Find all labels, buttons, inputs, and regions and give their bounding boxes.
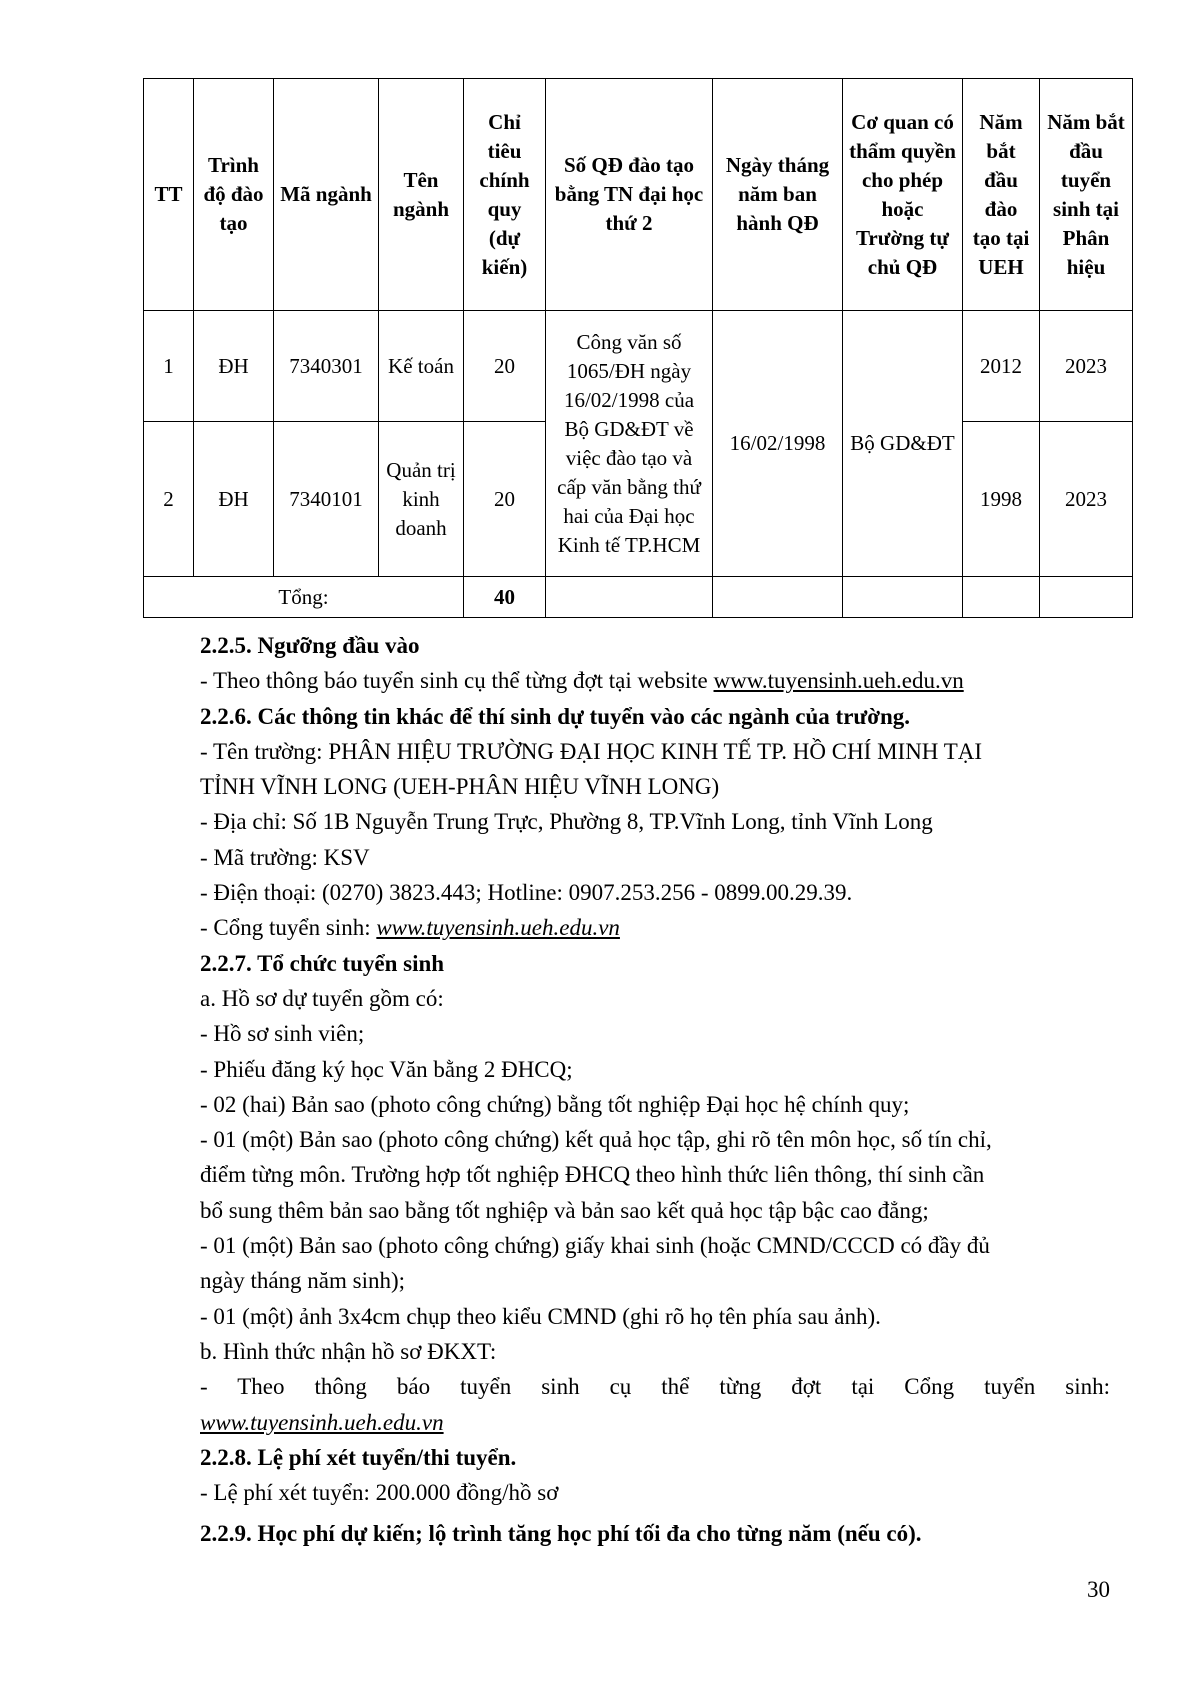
dossier-item-4-line-3: bổ sung thêm bản sao bằng tốt nghiệp và bản sao kết quả học tập bậc cao đẳng; bbox=[200, 1197, 929, 1223]
dossier-item-4-line-2: điểm từng môn. Trường hợp tốt nghiệp ĐHCQ theo hình thức liên thông, thí sinh cần bbox=[200, 1162, 985, 1188]
submission-line: - Theo thông báo tuyển sinh cụ thể từng đợt tại Cổng tuyển sinh: bbox=[200, 1374, 1110, 1400]
empty-cell bbox=[546, 577, 713, 618]
website-link[interactable]: www.tuyensinh.ueh.edu.vn bbox=[713, 668, 964, 694]
cell-tt: 1 bbox=[144, 311, 194, 422]
cell-ten-nganh: Kế toán bbox=[379, 311, 464, 422]
cell-tt: 2 bbox=[144, 422, 194, 577]
cell-trinh-do: ĐH bbox=[194, 422, 274, 577]
cell-so-qd: Công văn số 1065/ĐH ngày 16/02/1998 của Bộ GD&ĐT về việc đào tạo và cấp văn bằng thứ hai của Đại học Kinh tế TP.HCM bbox=[546, 311, 713, 577]
threshold-line bbox=[200, 663, 1110, 698]
empty-cell bbox=[1040, 577, 1133, 618]
section-title-2-2-6: 2.2.6. Các thông tin khác để thí sinh dự tuyển vào các ngành của trường. bbox=[200, 703, 910, 729]
threshold-text: - Theo thông báo tuyển sinh cụ thể từng đợt tại website bbox=[200, 668, 714, 694]
school-name-line-2: TỈNH VĨNH LONG (UEH-PHÂN HIỆU VĨNH LONG) bbox=[200, 774, 720, 800]
section-title-2-2-9: 2.2.9. Học phí dự kiến; lộ trình tăng học phí tối đa cho từng năm (nếu có). bbox=[200, 1521, 922, 1547]
dossier-item-4-line-1: - 01 (một) Bản sao (photo công chứng) kết quả học tập, ghi rõ tên môn học, số tín chỉ, bbox=[200, 1127, 992, 1153]
body-text bbox=[200, 628, 1110, 1552]
dossier-item-3: - 02 (hai) Bản sao (photo công chứng) bằng tốt nghiệp Đại học hệ chính quy; bbox=[200, 1091, 910, 1117]
header-so-qd: Số QĐ đào tạo bằng TN đại học thứ 2 bbox=[546, 79, 713, 311]
submission-link[interactable]: www.tuyensinh.ueh.edu.vn bbox=[200, 1409, 444, 1435]
cell-trinh-do: ĐH bbox=[194, 311, 274, 422]
portal-link[interactable]: www.tuyensinh.ueh.edu.vn bbox=[376, 915, 620, 941]
empty-cell bbox=[713, 577, 843, 618]
submission-link-line bbox=[200, 1405, 1110, 1440]
total-label: Tổng: bbox=[144, 577, 464, 618]
cell-ma-nganh: 7340301 bbox=[274, 311, 379, 422]
dossier-item-6: - 01 (một) ảnh 3x4cm chụp theo kiểu CMND (ghi rõ họ tên phía sau ảnh). bbox=[200, 1303, 881, 1329]
total-value: 40 bbox=[464, 577, 546, 618]
section-title-2-2-8: 2.2.8. Lệ phí xét tuyển/thi tuyển. bbox=[200, 1444, 517, 1470]
section-title-2-2-5: 2.2.5. Ngưỡng đầu vào bbox=[200, 633, 420, 658]
cell-ngay-qd: 16/02/1998 bbox=[713, 311, 843, 577]
empty-cell bbox=[963, 577, 1040, 618]
portal-label: - Cổng tuyển sinh: bbox=[200, 915, 377, 941]
cell-chi-tieu: 20 bbox=[464, 422, 546, 577]
table-row bbox=[144, 311, 1133, 422]
header-co-quan: Cơ quan có thẩm quyền cho phép hoặc Trường tự chủ QĐ bbox=[843, 79, 963, 311]
cell-ten-nganh: Quản trị kinh doanh bbox=[379, 422, 464, 577]
dossier-title: a. Hồ sơ dự tuyển gồm có: bbox=[200, 985, 444, 1011]
page-number: 30 bbox=[1087, 1577, 1110, 1602]
school-name-line-1: - Tên trường: PHÂN HIỆU TRƯỜNG ĐẠI HỌC KINH TẾ TP. HỒ CHÍ MINH TẠI bbox=[200, 738, 983, 764]
table-total-row bbox=[144, 577, 1133, 618]
section-title-2-2-7: 2.2.7. Tổ chức tuyển sinh bbox=[200, 950, 445, 976]
header-ma-nganh: Mã ngành bbox=[274, 79, 379, 311]
school-code-line: - Mã trường: KSV bbox=[200, 844, 370, 870]
phone-line: - Điện thoại: (0270) 3823.443; Hotline: 0907.253.256 - 0899.00.29.39. bbox=[200, 880, 853, 906]
cell-nam-ueh: 2012 bbox=[963, 311, 1040, 422]
cell-chi-tieu: 20 bbox=[464, 311, 546, 422]
address-line: - Địa chỉ: Số 1B Nguyễn Trung Trực, Phường 8, TP.Vĩnh Long, tỉnh Vĩnh Long bbox=[200, 809, 933, 835]
empty-cell bbox=[843, 577, 963, 618]
dossier-item-5-line-2: ngày tháng năm sinh); bbox=[200, 1268, 406, 1294]
header-tt: TT bbox=[144, 79, 194, 311]
cell-ma-nganh: 7340101 bbox=[274, 422, 379, 577]
cell-nam-phan-hieu: 2023 bbox=[1040, 422, 1133, 577]
table-header-row bbox=[144, 79, 1133, 311]
header-chi-tieu: Chỉ tiêu chính quy (dự kiến) bbox=[464, 79, 546, 311]
cell-nam-phan-hieu: 2023 bbox=[1040, 311, 1133, 422]
dossier-item-5-line-1: - 01 (một) Bản sao (photo công chứng) giấy khai sinh (hoặc CMND/CCCD có đầy đủ bbox=[200, 1233, 990, 1259]
program-table bbox=[143, 78, 1133, 618]
dossier-item-1: - Hồ sơ sinh viên; bbox=[200, 1021, 365, 1047]
header-nam-ueh: Năm bắt đầu đào tạo tại UEH bbox=[963, 79, 1040, 311]
header-ngay-qd: Ngày tháng năm ban hành QĐ bbox=[713, 79, 843, 311]
portal-line bbox=[200, 910, 1110, 945]
submission-title: b. Hình thức nhận hồ sơ ĐKXT: bbox=[200, 1338, 497, 1364]
cell-nam-ueh: 1998 bbox=[963, 422, 1040, 577]
header-ten-nganh: Tên ngành bbox=[379, 79, 464, 311]
cell-co-quan: Bộ GD&ĐT bbox=[843, 311, 963, 577]
header-nam-phan-hieu: Năm bắt đầu tuyển sinh tại Phân hiệu bbox=[1040, 79, 1133, 311]
header-trinh-do: Trình độ đào tạo bbox=[194, 79, 274, 311]
fee-line: - Lệ phí xét tuyển: 200.000 đồng/hồ sơ bbox=[200, 1480, 559, 1506]
dossier-item-2: - Phiếu đăng ký học Văn bằng 2 ĐHCQ; bbox=[200, 1056, 573, 1082]
